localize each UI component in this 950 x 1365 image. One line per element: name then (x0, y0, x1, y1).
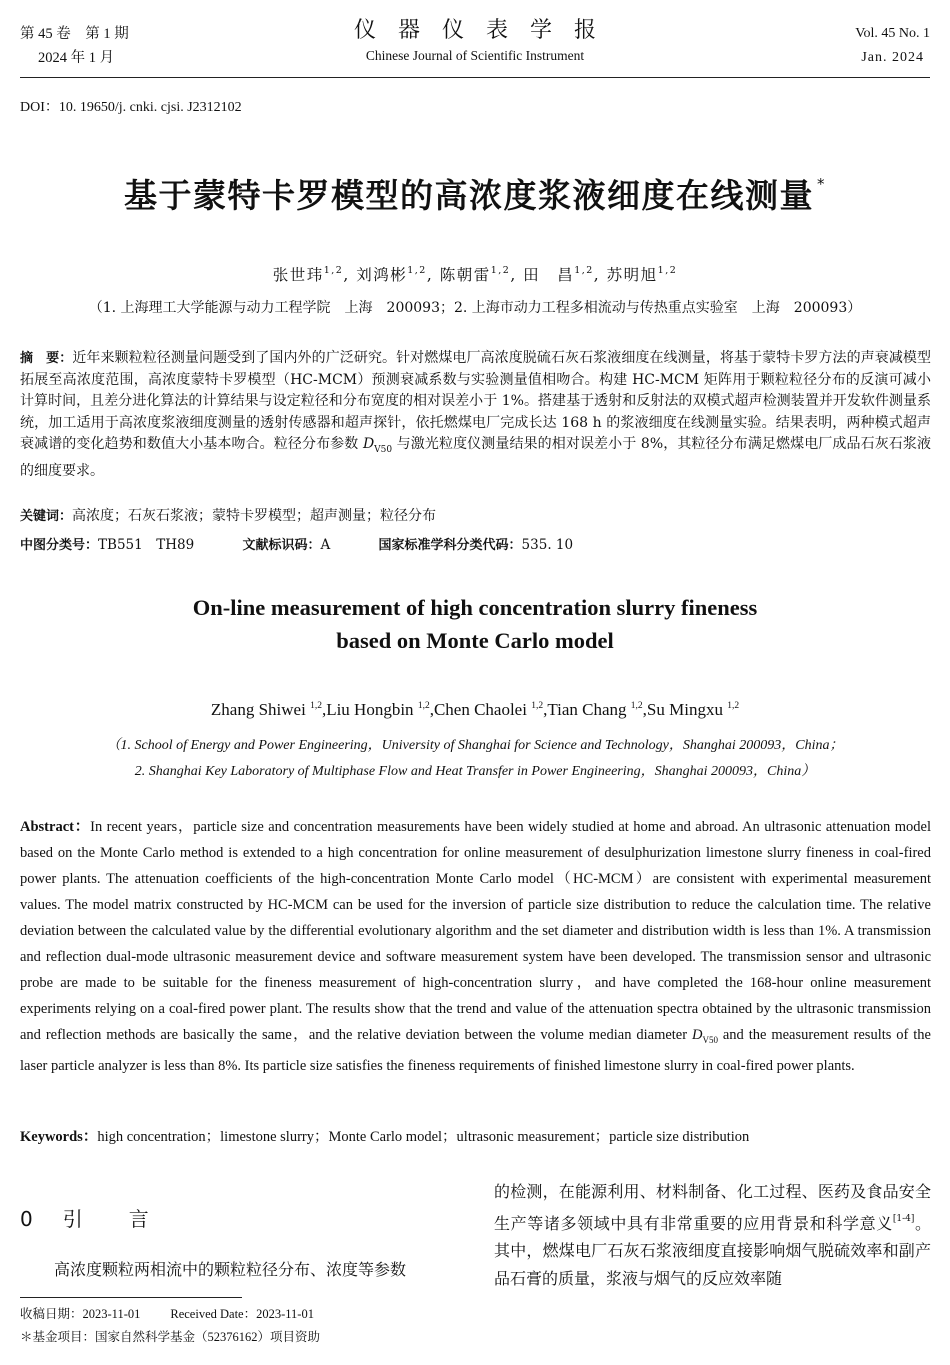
author-cn: 陈朝雷 (439, 266, 491, 284)
keywords-en (20, 1124, 931, 1150)
author-cn: 张世玮 (272, 266, 324, 284)
author-affil-sup: 1,2 (323, 265, 344, 276)
author-affil-sup: 1,2 (310, 701, 322, 711)
body-right-text-2: 。其中，燃煤电厂石灰石浆液细度直接影响烟气脱硫效率和副产品石膏的质量，浆液与烟气的反应效率随 (494, 1213, 931, 1288)
std-code-label: 国家标准学科分类代码： (378, 538, 522, 553)
abstract-cn-symbol-sub: V50 (374, 444, 393, 455)
title-en-line-1: On-line measurement of high concentration slurry fineness (192, 595, 758, 620)
doc-code-label: 文献标识码： (242, 538, 321, 553)
section-title-char-2: 言 (128, 1207, 149, 1231)
journal-name-en: Chinese Journal of Scientific Instrument (365, 48, 585, 63)
author-en: Tian Chang (547, 700, 627, 719)
clc-label: 中图分类号： (20, 538, 99, 553)
abstract-cn-label: 摘 要： (20, 351, 73, 366)
author-affil-sup: 1,2 (727, 701, 740, 711)
citation: [1-4] (892, 1213, 915, 1224)
abstract-en-symbol-sub: V50 (702, 1034, 718, 1045)
author-affil-sup: 1,2 (407, 265, 427, 276)
abstract-en-label: Abstract： (20, 819, 91, 835)
author-affil-sup: 1,2 (630, 701, 643, 711)
header-center (275, 14, 675, 66)
authors-cn: 张世玮$^{1,2}$, 刘鸿彬$^{1,2}$, 陈朝雷$^{1,2}$, 田 昌$^{1,2}$, 苏明旭$^{1,2}$ (272, 265, 678, 284)
journal-name-cn: 仪器仪表学报 (353, 17, 618, 42)
author-en: Chen Chaolei (433, 700, 527, 719)
body-left-column: 高浓度颗粒两相流中的颗粒粒径分布、浓度等参数 (54, 1260, 407, 1279)
section-heading (20, 1203, 149, 1232)
volume-en: Vol. 45 No. 1 (855, 26, 930, 41)
author-affil-sup: 1,2 (490, 265, 511, 276)
keywords-cn (20, 506, 931, 528)
footnote-fund: ＊基金项目：国家自然科学基金（52376162）项目资助 (20, 1330, 321, 1344)
keywords-cn-label: 关键词： (20, 509, 73, 524)
abstract-cn (20, 348, 931, 483)
keywords-en-label: Keywords： (20, 1129, 98, 1145)
abstract-cn-text-2: 与激光粒度仪测量结果的相对误差小于 8%，其粒径分布满足燃煤电厂成品石灰石浆液的细度要求。 (20, 436, 932, 480)
title-en-line-2: based on Monte Carlo model (336, 628, 614, 653)
abstract-en (20, 814, 931, 1079)
std-code-value: 535. 10 (521, 537, 574, 553)
issue-date-cn: 2024 年 1 月 (38, 50, 115, 66)
section-number: 0 (20, 1207, 33, 1231)
author-affil-sup: 1,2 (657, 265, 678, 276)
issue-date-en: Jan. 2024 (861, 50, 924, 65)
author-affil-sup: 1,2 (417, 701, 430, 711)
author-cn: 苏明旭 (606, 266, 658, 284)
affiliation-en-line-1: （1. School of Energy and Power Engineering，University of Shanghai for Science and Technology，Shanghai 200093，China； (106, 738, 844, 753)
body-right-text-1: 的检测，在能源利用、材料制备、化工过程、医药及食品安全生产等诸多领域中具有非常重要的应用背景和科学意义 (494, 1182, 931, 1233)
doc-code-value: A (320, 537, 331, 553)
abstract-cn-symbol: D (362, 436, 375, 452)
keywords-en-text: high concentration；limestone slurry；Monte Carlo model；ultrasonic measurement；particle size distribution (97, 1129, 750, 1145)
author-cn: 田 昌 (523, 266, 575, 284)
received-date-en: Received Date：2023-11-01 (170, 1307, 314, 1321)
title-cn-text: 基于蒙特卡罗模型的高浓度浆液细度在线测量 (124, 176, 814, 215)
keywords-cn-text: 高浓度；石灰石浆液；蒙特卡罗模型；超声测量；粒径分布 (72, 508, 437, 524)
classification-line (20, 533, 931, 553)
abstract-en-text-1: In recent years，particle size and concentration measurements have been widely studied at home and abroad. An ultrasonic attenuation model based on the Monte Carlo method is extended to a high concentration for online measurement of desulphurization limestone slurry fineness in coal-fired power plants. The attenuation coefficients of the high-concentration Monte Carlo model（HC-MCM）are consistent with experimental measurement values. The model matrix constructed by HC-MCM can be used for the inversion of particle size distribution to reduce the calculation time. The relative deviation between the calculated value by the differential evolutionary algorithm and the set diameter and distribution width is less than 1%. A transmission and reflection dual-mode ultrasonic measurement device and software measurement system have been developed. The transmission sensor and ultrasonic probe are made to be suitable for the fineness measurement of high-concentration slurry，and have completed the 168-hour online measurement experiments relying on a coal-fired power plant. The results show that the trend and value of the attenuation spectra obtained by the ultrasonic transmission and reflection methods are basically the same，and the relative deviation between the volume median diameter (20, 819, 931, 1043)
doi: DOI：10. 19650/j. cnki. cjsi. J2312102 (20, 100, 242, 115)
received-date-cn: 收稿日期：2023-11-01 (20, 1307, 141, 1321)
abstract-cn-text-1: 近年来颗粒粒径测量问题受到了国内外的广泛研究。针对燃煤电厂高浓度脱硫石灰石浆液细度在线测量，将基于蒙特卡罗方法的声衰减模型拓展至高浓度范围，高浓度蒙特卡罗模型（HC-MCM）预测衰减系数与实验测量值相吻合。构建 HC-MCM 矩阵用于颗粒粒径分布的反演可减小计算时间，且差分进化算法的计算结果与设定粒径和分布宽度的相对误差小于 1%。搭建基于透射和反射法的双模式超声检测装置并开发软件测量系统，加工适用于高浓度浆液细度测量的透射传感器和超声探针，依托燃煤电厂完成长达 168 h 的浆液细度在线测量实验。结果表明，两种模式超声衰减谱的变化趋势和数值大小基本吻合。粒径分布参数 (20, 350, 931, 452)
volume-issue: 第 45 卷 第 1 期 (20, 26, 129, 42)
clc-value: TB551 TH89 (98, 537, 195, 553)
author-en: Zhang Shiwei (210, 700, 306, 719)
author-affil-sup: 1,2 (574, 265, 594, 276)
footnote-rule (20, 1297, 242, 1298)
abstract-en-text-2: and the measurement results of the laser particle analyzer is less than 8%. Its particle size satisfies the fineness requirements of finished limestone slurry in coal-fired power plants. (20, 1027, 931, 1074)
abstract-en-symbol: D (691, 1027, 703, 1043)
author-affil-sup: 1,2 (531, 701, 544, 711)
header-left (20, 22, 220, 70)
header-rule (20, 77, 930, 78)
title-cn (0, 170, 950, 217)
affiliation-cn: （1. 上海理工大学能源与动力工程学院 上海 200093；2. 上海市动力工程多相流动与传热重点实验室 上海 200093） (88, 300, 862, 316)
title-fund-mark: * (817, 175, 826, 193)
header-right (730, 22, 930, 70)
footnote-received (20, 1304, 314, 1322)
section-title-char-1: 引 (62, 1207, 83, 1231)
author-en: Liu Hongbin (326, 700, 414, 719)
affiliation-en (0, 733, 950, 785)
author-cn: 刘鸿彬 (356, 266, 408, 284)
body-right-column (494, 1178, 931, 1292)
authors-en: Zhang Shiwei $^{1,2}$,Liu Hongbin $^{1,2}$,Chen Chaolei $^{1,2}$,Tian Chang $^{1,2}$,Su Mingxu $^{1,2}$ (210, 700, 740, 719)
title-en (0, 591, 950, 657)
affiliation-en-line-2: 2. Shanghai Key Laboratory of Multiphase Flow and Heat Transfer in Power Engineering，Shanghai 200093，China） (134, 764, 816, 779)
author-en: Su Mingxu (646, 700, 723, 719)
